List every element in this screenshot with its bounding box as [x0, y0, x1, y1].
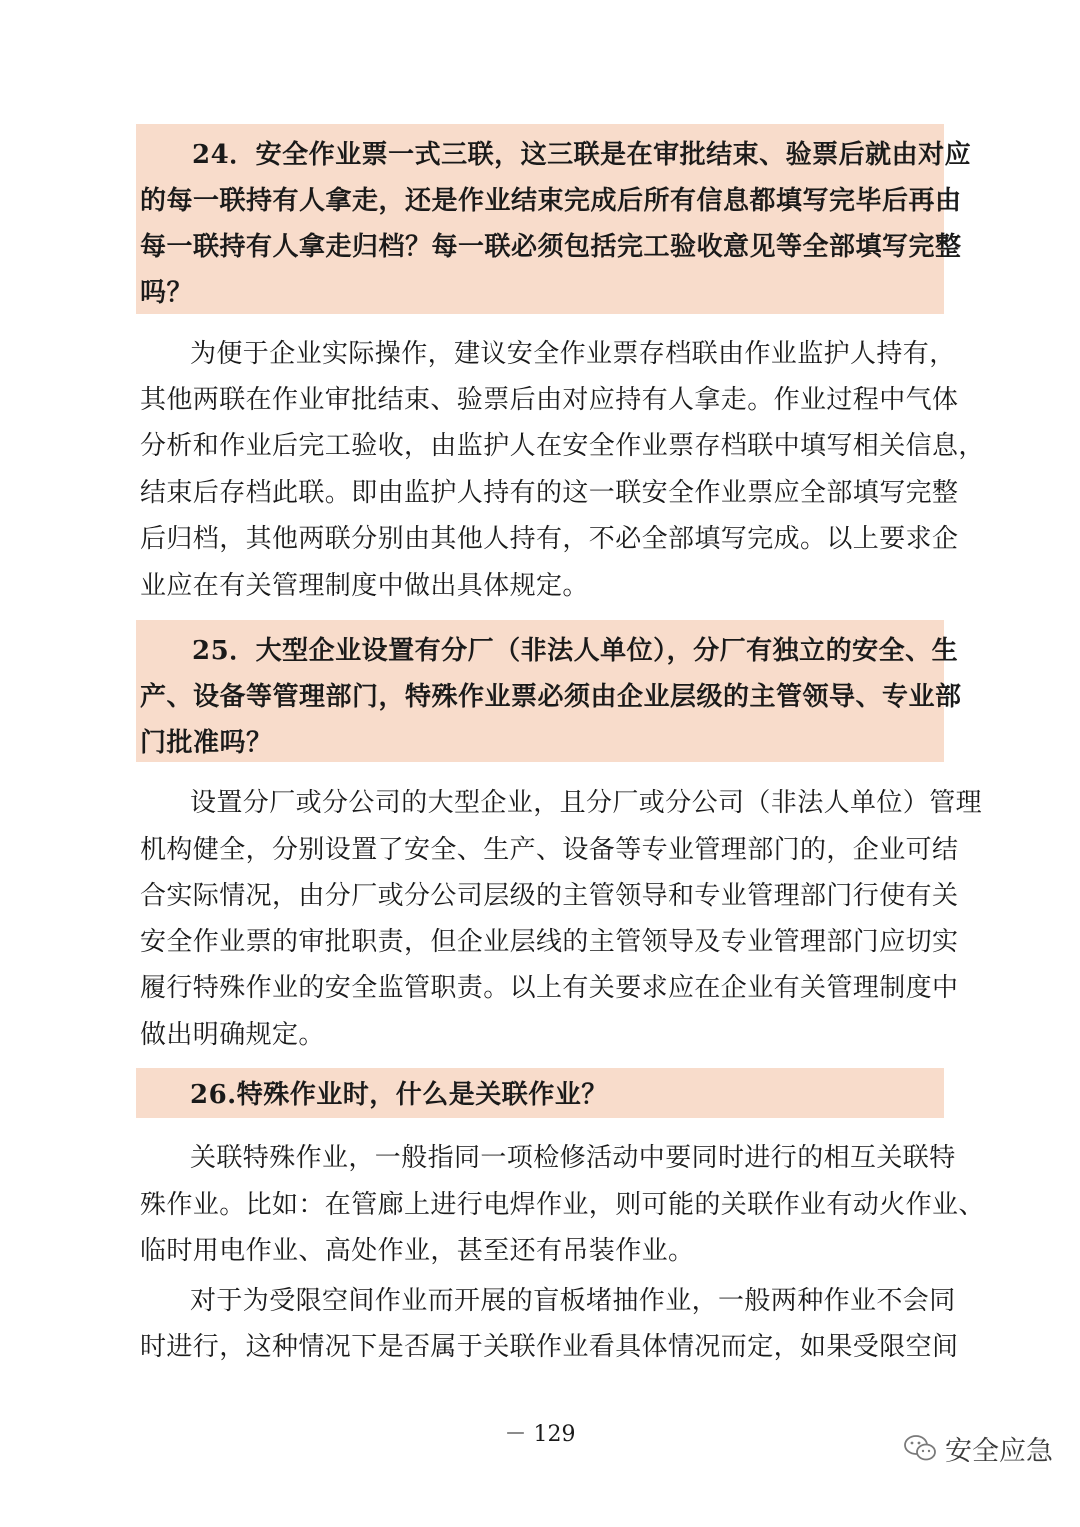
watermark-text: 安全应急: [945, 1435, 1053, 1467]
question-26-line: 26.特殊作业时，什么是关联作业？: [190, 1080, 608, 1110]
wechat-icon: [903, 1433, 937, 1463]
answer-25-line: 设置分厂或分公司的大型企业，且分厂或分公司（非法人单位）管理: [190, 788, 983, 818]
answer-24-line: 业应在有关管理制度中做出具体规定。: [140, 571, 589, 601]
answer-24-line: 结束后存档此联。即由监护人持有的这一联安全作业票应全部填写完整: [140, 478, 959, 508]
question-24-line: 的每一联持有人拿走，还是作业结束完成后所有信息都填写完毕后再由: [140, 186, 962, 216]
answer-26-line: 临时用电作业、高处作业，甚至还有吊装作业。: [140, 1236, 695, 1266]
answer-26-line: 对于为受限空间作业而开展的盲板堵抽作业，一般两种作业不会同: [190, 1286, 956, 1316]
answer-24-line: 分析和作业后完工验收，由监护人在安全作业票存档联中填写相关信息，: [140, 431, 985, 461]
answer-24-line: 后归档，其他两联分别由其他人持有，不必全部填写完成。以上要求企: [140, 524, 959, 554]
question-24-line: 吗？: [140, 278, 194, 308]
question-25-line: 25．大型企业设置有分厂（非法人单位），分厂有独立的安全、生: [192, 636, 959, 666]
answer-26-line: 殊作业。比如：在管廊上进行电焊作业，则可能的关联作业有动火作业、: [140, 1190, 985, 1220]
answer-24-line: 其他两联在作业审批结束、验票后由对应持有人拿走。作业过程中气体: [140, 385, 959, 415]
answer-26-line: 时进行，这种情况下是否属于关联作业看具体情况而定，如果受限空间: [140, 1332, 959, 1362]
answer-25-line: 安全作业票的审批职责，但企业层线的主管领导及专业管理部门应切实: [140, 927, 959, 957]
page-number: － 129: [504, 1422, 576, 1447]
answer-25-line: 做出明确规定。: [140, 1020, 325, 1050]
answer-25-line: 履行特殊作业的安全监管职责。以上有关要求应在企业有关管理制度中: [140, 973, 959, 1003]
answer-25-line: 合实际情况，由分厂或分公司层级的主管领导和专业管理部门行使有关: [140, 881, 959, 911]
question-25-box: [136, 620, 962, 762]
question-24-line: 24．安全作业票一式三联，这三联是在审批结束、验票后就由对应: [192, 140, 972, 170]
question-25-line: 门批准吗？: [140, 728, 273, 758]
watermark: [903, 1428, 1053, 1468]
question-24-line: 每一联持有人拿走归档？每一联必须包括完工验收意见等全部填写完整: [140, 232, 962, 262]
answer-25-line: 机构健全，分别设置了安全、生产、设备等专业管理部门的，企业可结: [140, 835, 959, 865]
answer-26-line: 关联特殊作业，一般指同一项检修活动中要同时进行的相互关联特: [190, 1143, 956, 1173]
answer-24-line: 为便于企业实际操作，建议安全作业票存档联由作业监护人持有，: [190, 339, 956, 369]
question-25-line: 产、设备等管理部门，特殊作业票必须由企业层级的主管领导、专业部: [140, 682, 962, 712]
question-24-box: [136, 124, 972, 314]
question-26-box: [136, 1068, 944, 1118]
